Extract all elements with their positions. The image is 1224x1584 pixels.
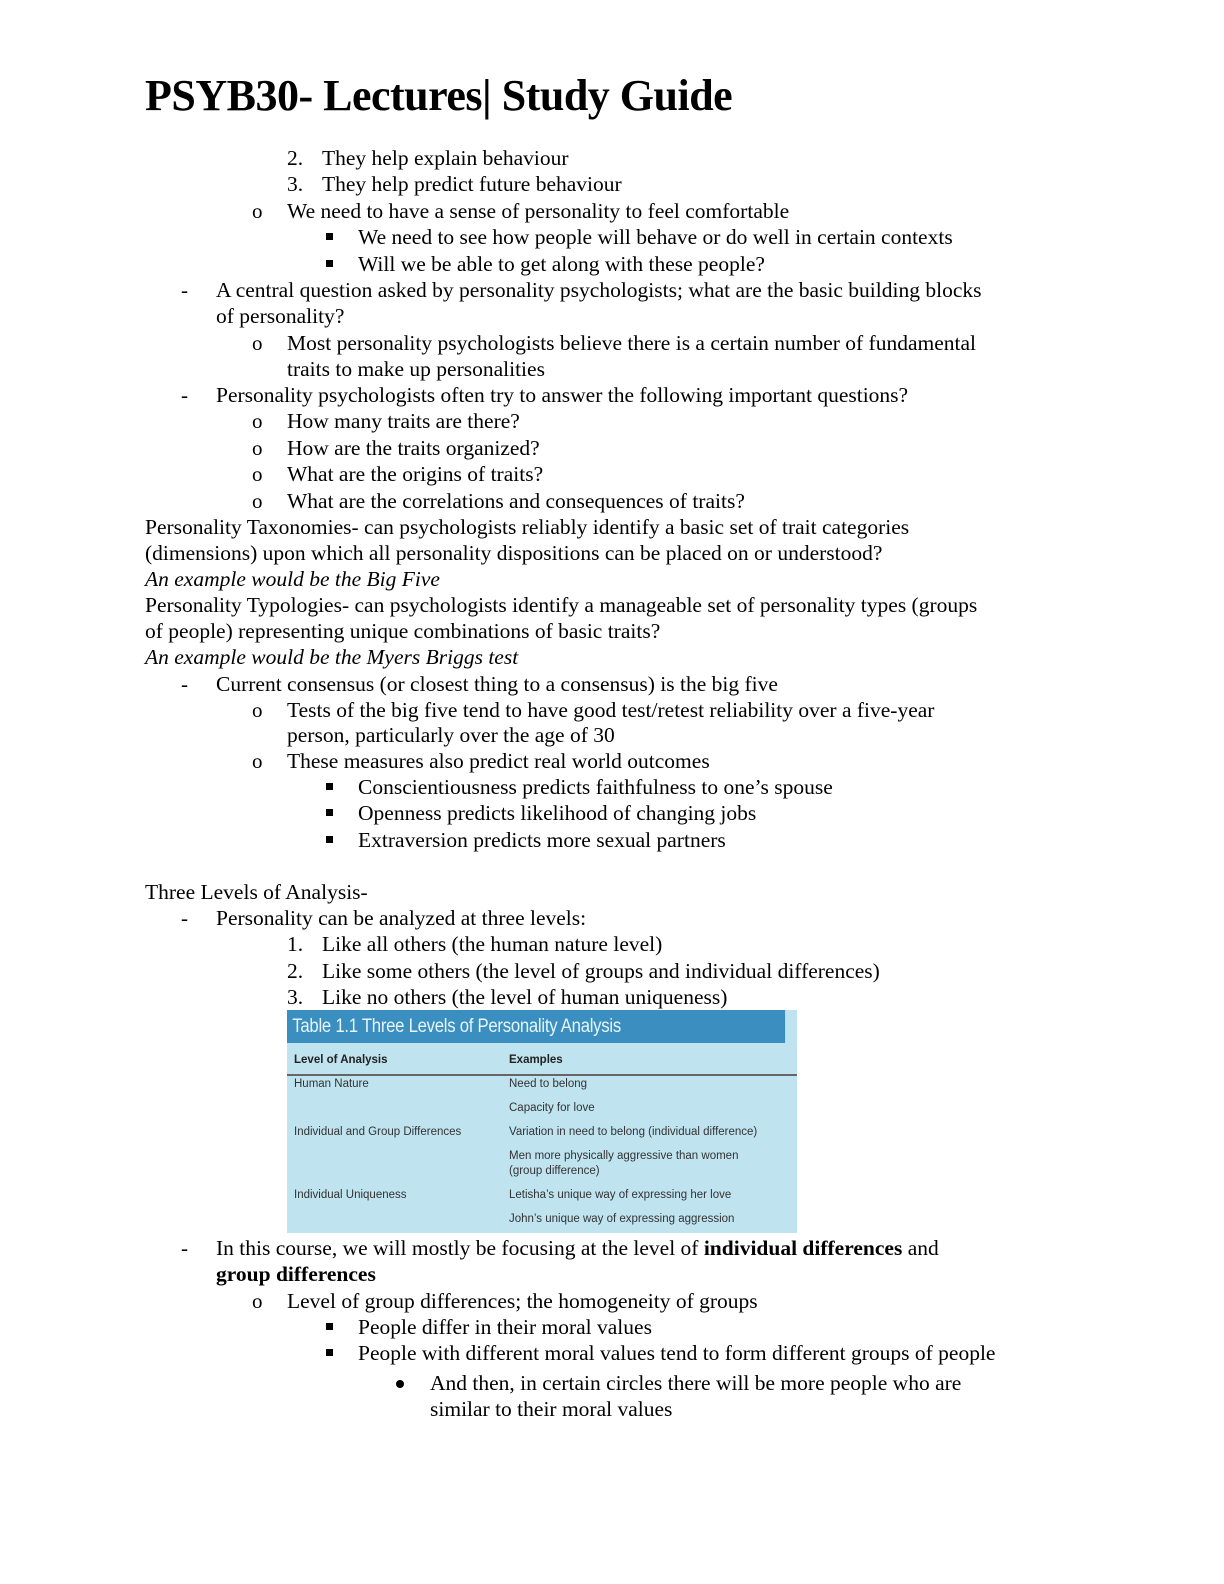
list-item: These measures also predict real world outcomes bbox=[287, 749, 710, 773]
page-title: PSYB30- Lectures| Study Guide bbox=[145, 71, 733, 120]
column-header: Examples bbox=[509, 1054, 563, 1066]
list-number: 2. bbox=[287, 959, 304, 983]
list-item: We need to have a sense of personality to feel comfortable bbox=[287, 199, 790, 223]
square-bullet-icon bbox=[326, 233, 333, 240]
dash-bullet-icon: - bbox=[181, 278, 188, 302]
dash-bullet-icon: - bbox=[181, 1236, 188, 1260]
list-item: Most personality psychologists believe there is a certain number of fundamental bbox=[287, 331, 977, 355]
list-item: A central question asked by personality psychologists; what are the basic building blocks bbox=[216, 278, 982, 302]
dash-bullet-icon: - bbox=[181, 672, 188, 696]
list-item: Extraversion predicts more sexual partners bbox=[358, 828, 726, 852]
list-item: Like some others (the level of groups and individual differences) bbox=[322, 959, 880, 983]
list-item: They help predict future behaviour bbox=[322, 172, 622, 196]
list-number: 3. bbox=[287, 172, 304, 196]
list-item: How are the traits organized? bbox=[287, 436, 540, 460]
personality-analysis-table bbox=[287, 1010, 797, 1233]
list-number: 2. bbox=[287, 146, 304, 170]
circle-bullet-icon: o bbox=[252, 1289, 263, 1313]
circle-bullet-icon: o bbox=[252, 489, 263, 513]
circle-bullet-icon: o bbox=[252, 331, 263, 355]
table-cell: Capacity for love bbox=[509, 1102, 595, 1114]
list-item: People with different moral values tend to form different groups of people bbox=[358, 1341, 996, 1365]
list-item: People differ in their moral values bbox=[358, 1315, 652, 1339]
bold-term: group differences bbox=[216, 1262, 376, 1286]
table-cell: Need to belong bbox=[509, 1078, 588, 1090]
text-run: In this course, we will mostly be focusing at the level of bbox=[216, 1236, 704, 1260]
square-bullet-icon bbox=[326, 1349, 333, 1356]
circle-bullet-icon: o bbox=[252, 698, 263, 722]
list-item: Like all others (the human nature level) bbox=[322, 932, 663, 956]
list-item: Current consensus (or closest thing to a consensus) is the big five bbox=[216, 672, 778, 696]
circle-bullet-icon: o bbox=[252, 436, 263, 460]
paragraph: (dimensions) upon which all personality dispositions can be placed on or understood? bbox=[145, 541, 883, 565]
list-item-continued: traits to make up personalities bbox=[287, 357, 545, 381]
list-item: We need to see how people will behave or do well in certain contexts bbox=[358, 225, 953, 249]
example-note: An example would be the Big Five bbox=[145, 567, 440, 591]
example-note: An example would be the Myers Briggs test bbox=[145, 645, 519, 669]
table-cell: Individual Uniqueness bbox=[294, 1189, 407, 1201]
table-header-row bbox=[287, 1050, 797, 1076]
table-cell: Men more physically aggressive than women bbox=[509, 1150, 739, 1162]
list-item-continued: of personality? bbox=[216, 304, 345, 328]
list-item-continued: similar to their moral values bbox=[430, 1397, 673, 1421]
bold-term: individual differences bbox=[703, 1236, 903, 1260]
list-number: 1. bbox=[287, 932, 304, 956]
paragraph: Personality Typologies- can psychologists identify a manageable set of personality types (groups bbox=[145, 593, 978, 617]
section-heading: Three Levels of Analysis- bbox=[145, 880, 368, 904]
list-item: And then, in certain circles there will be more people who are bbox=[430, 1371, 962, 1395]
list-item: Will we be able to get along with these people? bbox=[358, 252, 765, 276]
table-cell: Letisha’s unique way of expressing her love bbox=[509, 1189, 732, 1201]
paragraph: Personality Taxonomies- can psychologists reliably identify a basic set of trait categories bbox=[145, 515, 910, 539]
square-bullet-icon bbox=[326, 260, 333, 267]
circle-bullet-icon: o bbox=[252, 199, 263, 223]
table-cell: Variation in need to belong (individual difference) bbox=[509, 1126, 758, 1138]
list-item: Personality psychologists often try to answer the following important questions? bbox=[216, 383, 909, 407]
list-item: Level of group differences; the homogeneity of groups bbox=[287, 1289, 758, 1313]
dash-bullet-icon: - bbox=[181, 906, 188, 930]
dash-bullet-icon: - bbox=[181, 383, 188, 407]
table-cell: John’s unique way of expressing aggression bbox=[509, 1213, 735, 1225]
list-item: Conscientiousness predicts faithfulness to one’s spouse bbox=[358, 775, 833, 799]
paragraph: of people) representing unique combinations of basic traits? bbox=[145, 619, 661, 643]
table-title: Table 1.1 Three Levels of Personality Analysis bbox=[287, 1010, 785, 1043]
column-header: Level of Analysis bbox=[294, 1054, 388, 1066]
list-item: Like no others (the level of human uniqueness) bbox=[322, 985, 728, 1009]
square-bullet-icon bbox=[326, 783, 333, 790]
circle-bullet-icon: o bbox=[252, 749, 263, 773]
list-item: Openness predicts likelihood of changing jobs bbox=[358, 801, 757, 825]
list-item: What are the origins of traits? bbox=[287, 462, 544, 486]
square-bullet-icon bbox=[326, 1323, 333, 1330]
table-cell: Human Nature bbox=[294, 1078, 369, 1090]
list-item: Personality can be analyzed at three levels: bbox=[216, 906, 587, 930]
circle-bullet-icon: o bbox=[252, 462, 263, 486]
table-cell: Individual and Group Differences bbox=[294, 1126, 462, 1138]
table-cell: (group difference) bbox=[509, 1165, 600, 1177]
list-item bbox=[216, 1235, 939, 1261]
list-item: They help explain behaviour bbox=[322, 146, 569, 170]
list-number: 3. bbox=[287, 985, 304, 1009]
list-item: How many traits are there? bbox=[287, 409, 520, 433]
square-bullet-icon bbox=[326, 836, 333, 843]
text-run: and bbox=[902, 1236, 939, 1260]
round-bullet-icon bbox=[396, 1380, 404, 1388]
list-item: What are the correlations and consequences of traits? bbox=[287, 489, 745, 513]
list-item-continued: person, particularly over the age of 30 bbox=[287, 723, 615, 747]
circle-bullet-icon: o bbox=[252, 409, 263, 433]
list-item: Tests of the big five tend to have good test/retest reliability over a five-year bbox=[287, 698, 935, 722]
square-bullet-icon bbox=[326, 809, 333, 816]
